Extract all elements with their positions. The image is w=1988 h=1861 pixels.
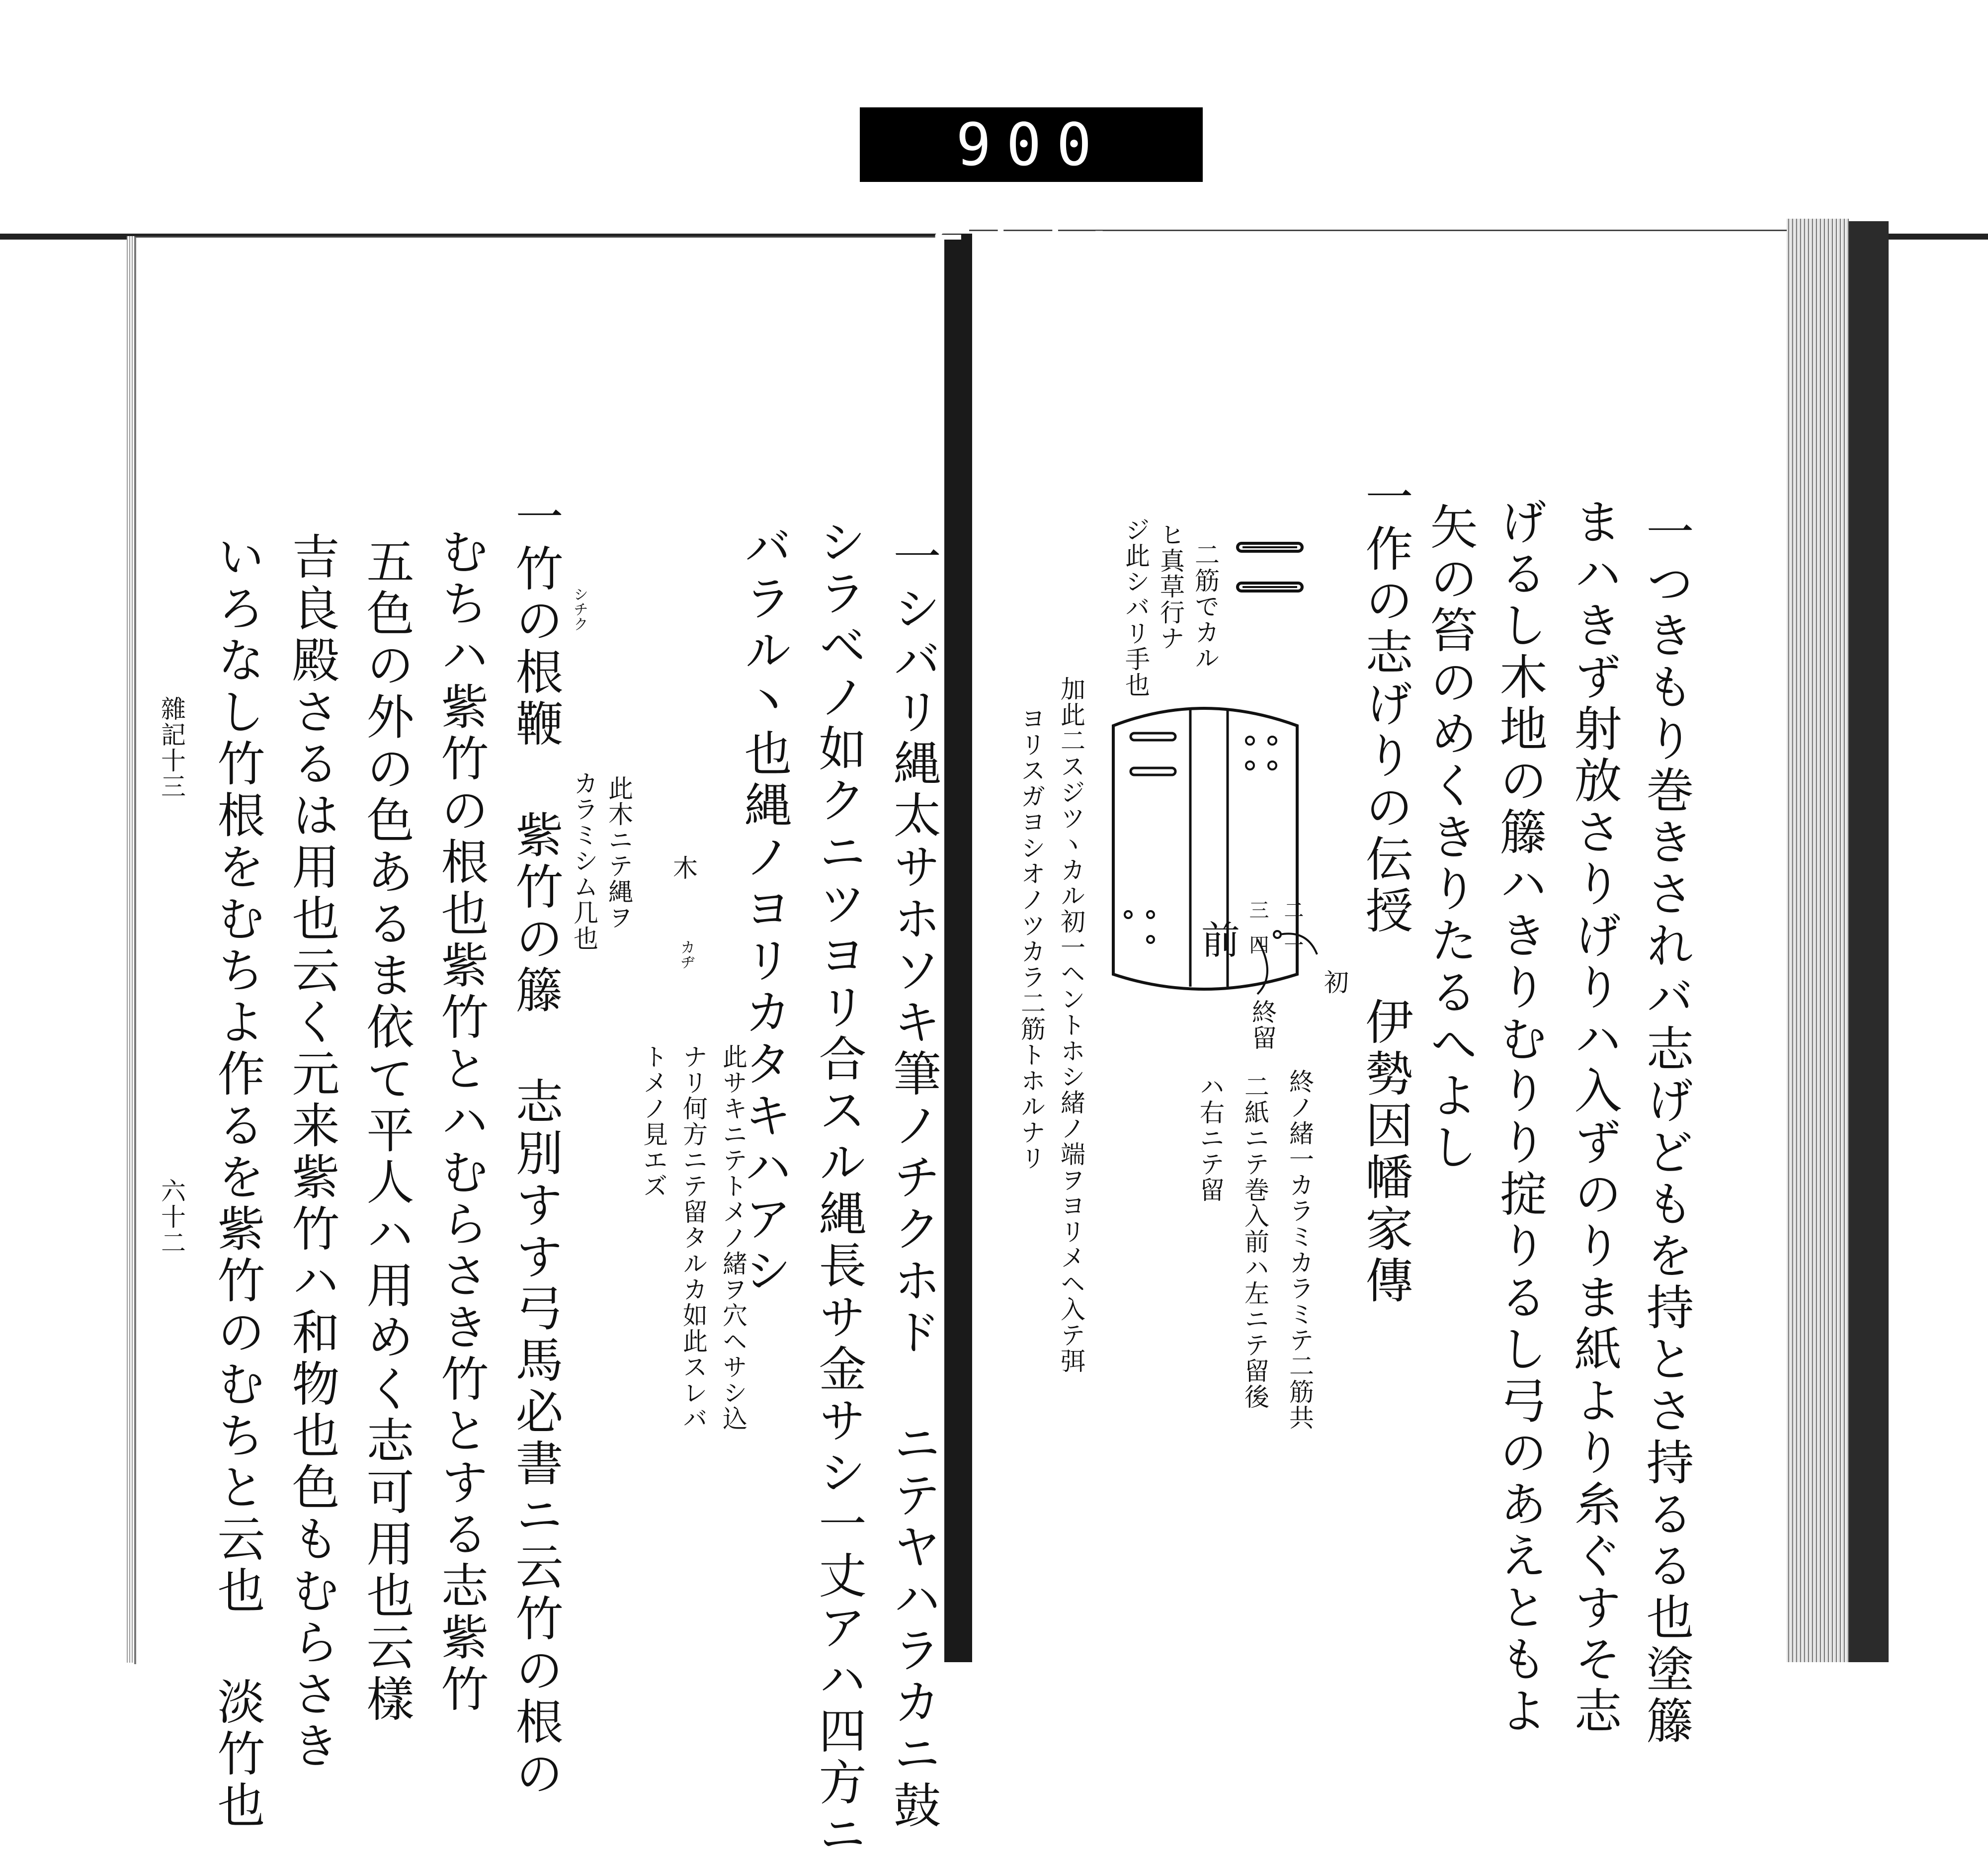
note-right-3: トメノ見エズ xyxy=(639,1044,668,1199)
page-number: 六十二 xyxy=(157,1178,186,1256)
note-top-3: ジ此シバリ手也 xyxy=(1121,517,1150,698)
note-right-2: ナリ何方ニテ留タルカ如此スレバ xyxy=(679,1044,708,1432)
page-header: 雜記十三 xyxy=(157,696,186,799)
note-top-2: ヒ真草行ナ xyxy=(1156,522,1185,651)
left-main-column-1: 一竹の根鞭 紫竹の籐 志別すす弓馬必書ニ云竹の根の xyxy=(508,492,564,1800)
book-gutter xyxy=(944,234,972,1662)
diagram-label-hatsu: 初 xyxy=(1320,969,1349,995)
diagram-label-three: 三 xyxy=(1246,900,1269,920)
note-bottom-1: 終ノ緒一カラミカラミテ二筋共 xyxy=(1285,1069,1314,1431)
diagram-label-one: 一 xyxy=(1281,934,1304,955)
note-bottom-2: 二紙ニテ巻入前ハ左ニテ留後 xyxy=(1241,1074,1269,1410)
diagram-label-four: 四 xyxy=(1246,934,1269,955)
left-main-column-2: むちハ紫竹の根也紫竹とハむらさき竹とする志紫竹 xyxy=(433,527,489,1716)
right-column-3: げるし木地の籐ハきりむりり掟りるし弓のあえともよ xyxy=(1492,497,1548,1738)
cord-symbol-top xyxy=(1233,534,1312,611)
diagram-label-two: 二 xyxy=(1281,900,1304,920)
fore-edge xyxy=(1787,219,1849,1662)
left-main-column-5: いろなし竹根をむちよ作るを紫竹のむちと云也 淡竹也 xyxy=(210,532,265,1832)
note-kaji: カヂ xyxy=(677,939,695,969)
reel-number-label: 900 214. xyxy=(860,107,1203,182)
right-column-4: 矢の笞のめくきりたるへよし xyxy=(1422,502,1478,1174)
fore-edge-shadow xyxy=(1849,221,1889,1662)
left-column-3: バラル丶也縄ノヨリカタキハアシ xyxy=(737,522,792,1297)
diagram-label-shuryu: 終留 xyxy=(1248,999,1277,1051)
diagram-label-mae: 前 xyxy=(1195,920,1240,961)
right-column-5: 一作の志げりの伝授 伊勢因幡家傳 xyxy=(1358,472,1413,1307)
right-column-2: まハきず射放さりげりハ入ずのりま紙より糸ぐすそ志 xyxy=(1567,497,1622,1738)
note-top-1: 二筋でカル xyxy=(1191,542,1220,671)
ruby-shichiku: シチク xyxy=(571,587,588,631)
note-mid-2: カラミシム几也 xyxy=(570,770,598,951)
note-middle-2: ヨリスガヨシオノツカラ二筋トホルナリ xyxy=(1017,706,1046,1171)
left-column-1: 一シバリ縄太サホソキ筆ノチクホド ニテヤハラカニ鼓 xyxy=(886,532,941,1832)
note-right-1: 此サキニテトメノ緒ヲ穴ヘサシ込 xyxy=(719,1044,747,1432)
left-column-2: シラベノ如クニツヨリ合スル縄長サ金サシ一丈アハ四方ニ xyxy=(811,517,867,1861)
note-bottom-3: ハ右ニテ留 xyxy=(1196,1074,1225,1203)
note-middle-1: 加此二スジツヽカル初一ヘントホシ緒ノ端ヲヨリメヘ入テ弭 xyxy=(1057,676,1085,1374)
left-main-column-3: 五色の外の色あるま依て平人ハ用めく志可用也云樣 xyxy=(359,537,414,1726)
right-column-1: 一つきもり巻きされバ志げどもを持とさ持るる也塗籐 xyxy=(1639,507,1694,1748)
left-main-column-4: 吉良殿さるは用也云く元来紫竹ハ和物也色もむらさき xyxy=(284,532,340,1773)
note-mid-1: 此木ニテ縄ヲ xyxy=(604,775,633,930)
note-ki: 木 xyxy=(669,855,698,881)
